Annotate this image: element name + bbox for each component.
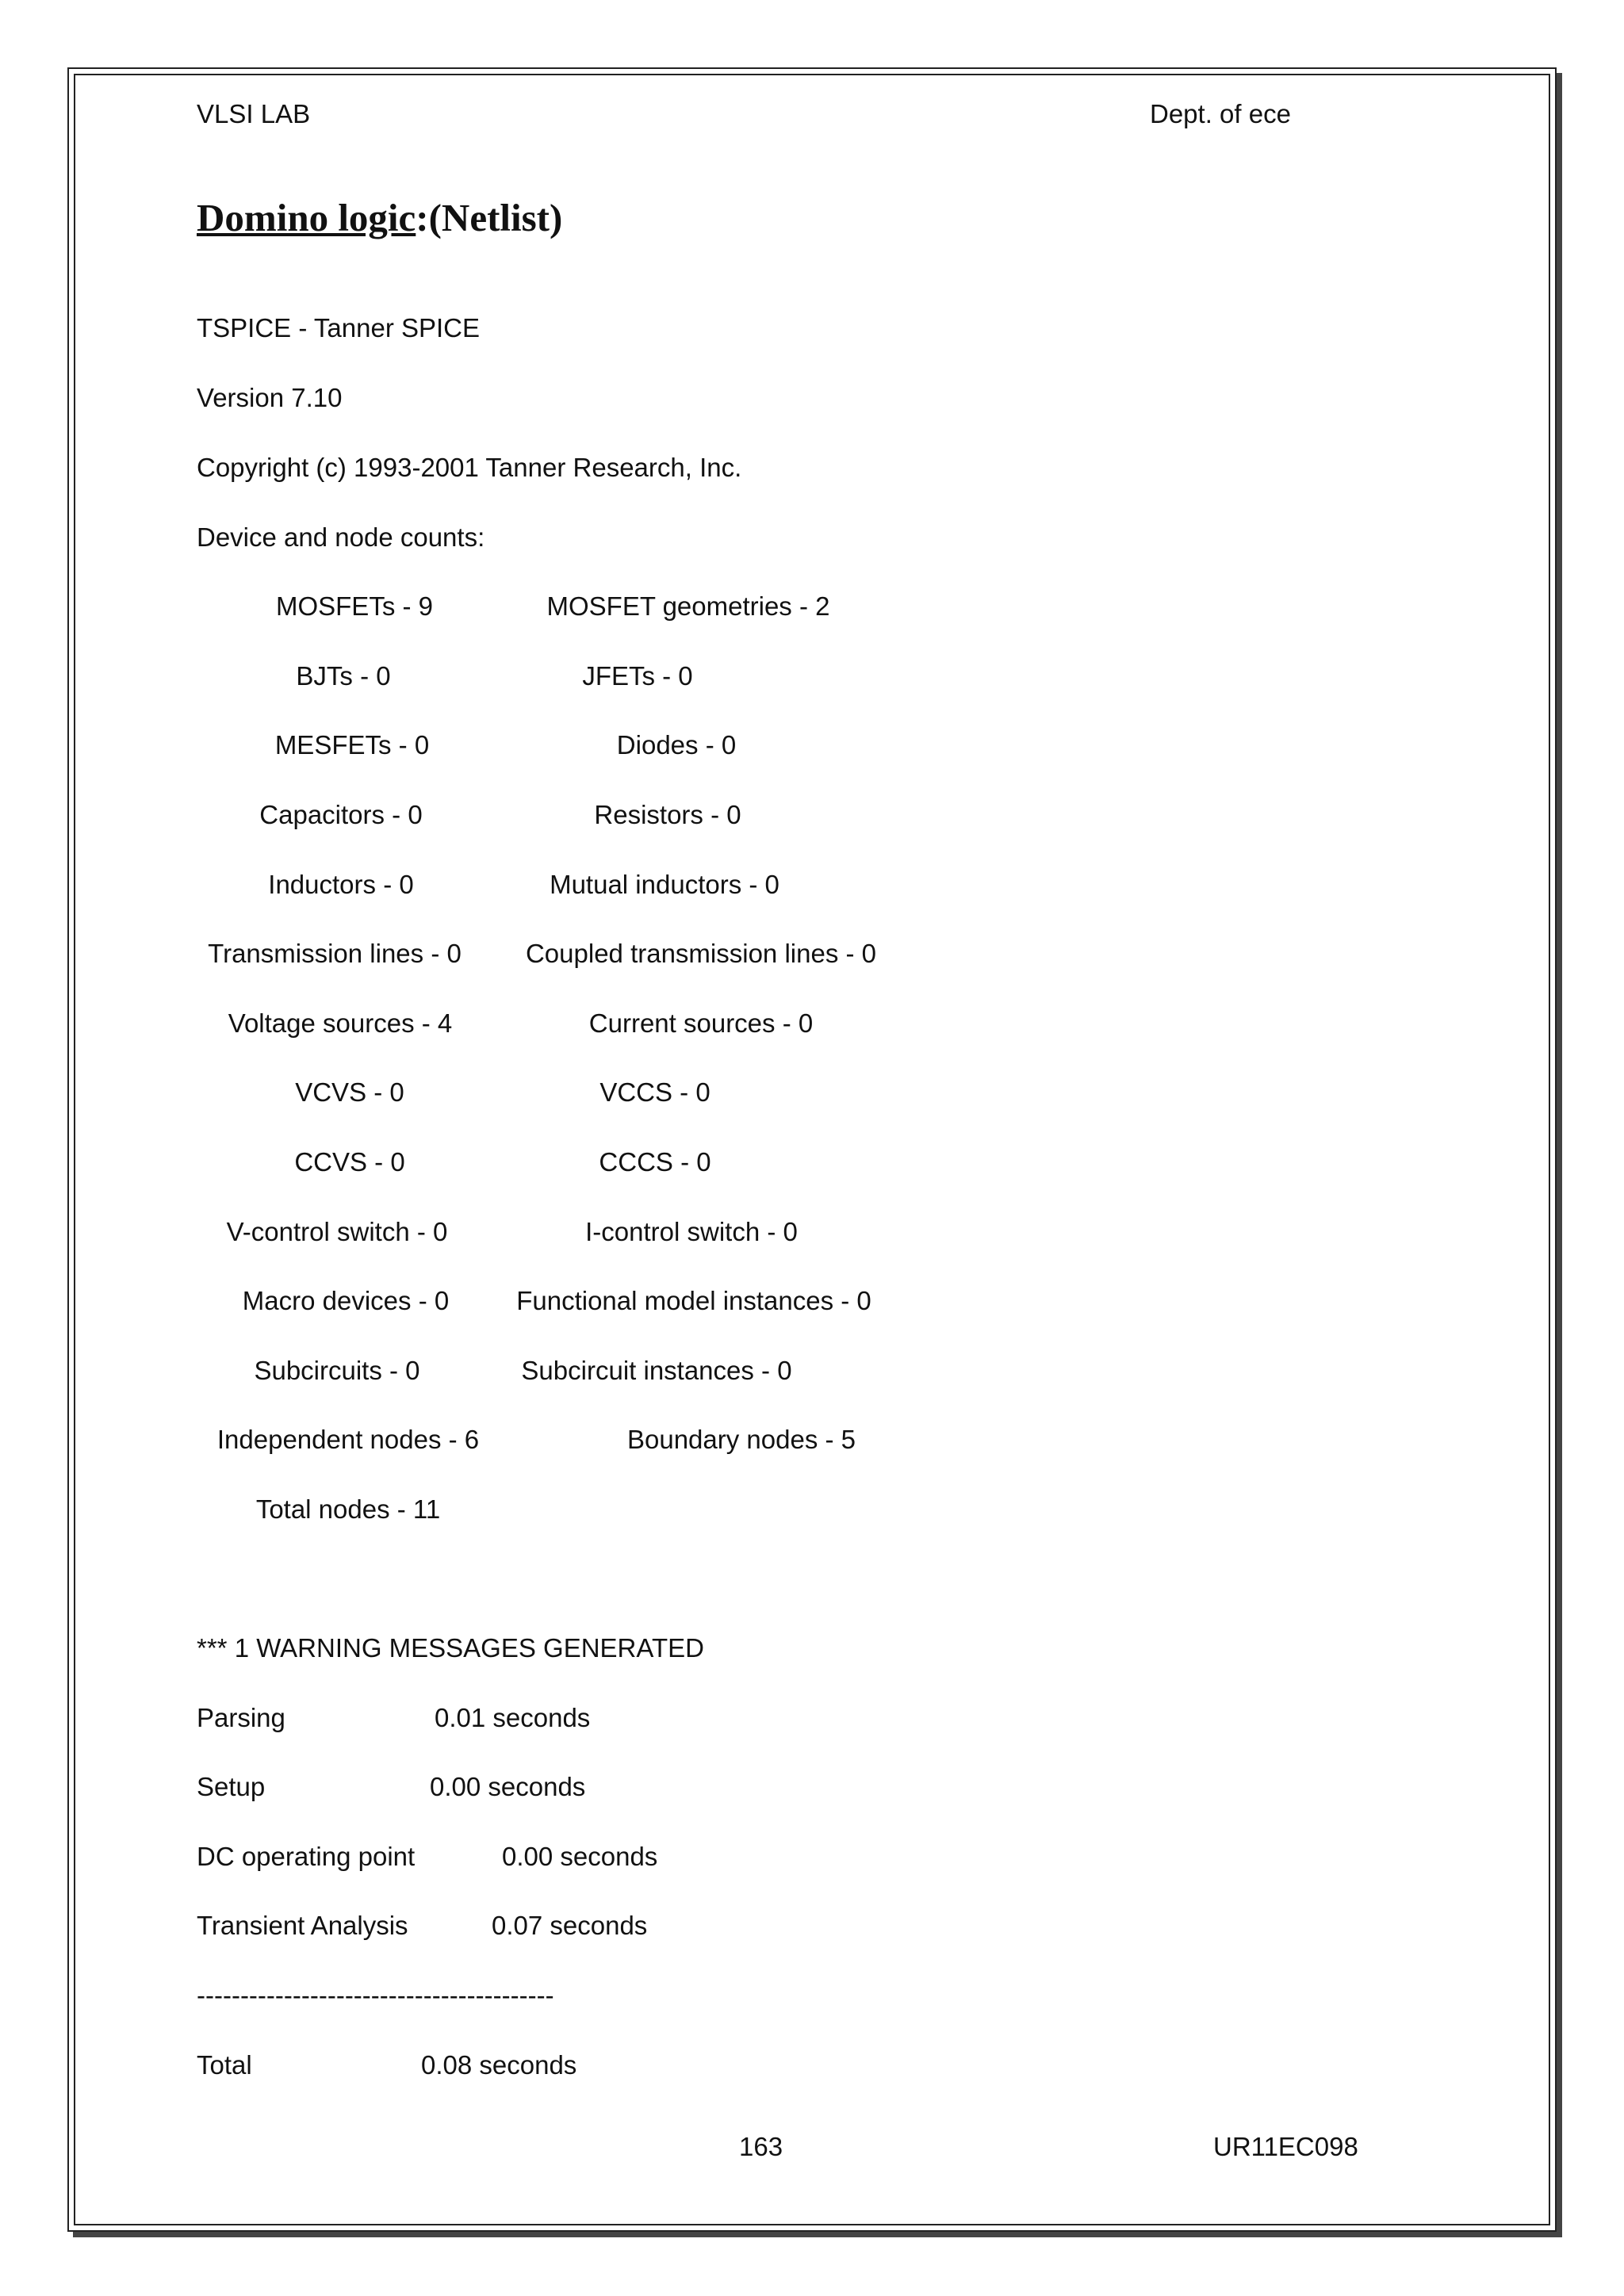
count-left: Independent nodes - 6 [216,1425,480,1454]
count-right: Subcircuit instances - 0 [521,1356,792,1385]
timing-label: Transient Analysis [197,1911,408,1940]
count-right: Coupled transmission lines - 0 [525,939,877,968]
count-right: Boundary nodes - 5 [626,1425,856,1454]
count-left: CCVS - 0 [294,1147,405,1177]
count-right: Diodes - 0 [616,730,737,760]
intro-line: Device and node counts: [197,522,485,552]
count-left: BJTs - 0 [296,661,391,691]
count-left: Subcircuits - 0 [254,1356,420,1385]
count-right: JFETs - 0 [582,661,693,691]
count-left: MESFETs - 0 [274,730,430,760]
count-left: V-control switch - 0 [226,1217,448,1246]
total-label: Total [197,2050,252,2080]
title-main: Domino logic [197,196,416,239]
count-right: Current sources - 0 [588,1008,814,1038]
separator-line: ----------------------------------------- [197,1980,554,2010]
timing-value: 0.07 seconds [492,1911,648,1940]
count-left: VCVS - 0 [295,1077,404,1107]
title-suffix: :(Netlist) [416,196,563,239]
count-left: MOSFETs - 9 [275,591,434,621]
header-dept: Dept. of ece [1150,99,1291,128]
count-left: Transmission lines - 0 [208,939,462,968]
roll-number: UR11EC098 [1213,2132,1358,2161]
count-right: Mutual inductors - 0 [550,870,779,899]
page-number: 163 [739,2132,783,2161]
timing-label: Parsing [197,1703,285,1732]
count-right: Resistors - 0 [594,800,741,829]
count-right: MOSFET geometries - 2 [546,591,830,621]
timing-value: 0.00 seconds [430,1772,586,1801]
timing-label: DC operating point [197,1842,416,1871]
timing-value: 0.00 seconds [502,1842,658,1871]
total-value: 0.08 seconds [421,2050,577,2080]
page-title [197,194,562,242]
intro-line: Copyright (c) 1993-2001 Tanner Research, Inc. [197,453,742,482]
timing-value: 0.01 seconds [435,1703,591,1732]
timing-label: Setup [197,1772,266,1801]
count-left: Macro devices - 0 [242,1286,450,1315]
count-left: Total nodes - 11 [255,1494,441,1524]
count-left: Capacitors - 0 [259,800,423,829]
count-right: Functional model instances - 0 [516,1286,871,1315]
intro-line: Version 7.10 [197,383,343,412]
header-lab: VLSI LAB [197,99,311,128]
intro-line: TSPICE - Tanner SPICE [197,313,481,342]
count-right: CCCS - 0 [599,1147,711,1177]
warning-message: *** 1 WARNING MESSAGES GENERATED [197,1633,704,1663]
count-left: Inductors - 0 [268,870,414,899]
count-left: Voltage sources - 4 [228,1008,453,1038]
count-right: VCCS - 0 [599,1077,710,1107]
count-right: I-control switch - 0 [585,1217,798,1246]
